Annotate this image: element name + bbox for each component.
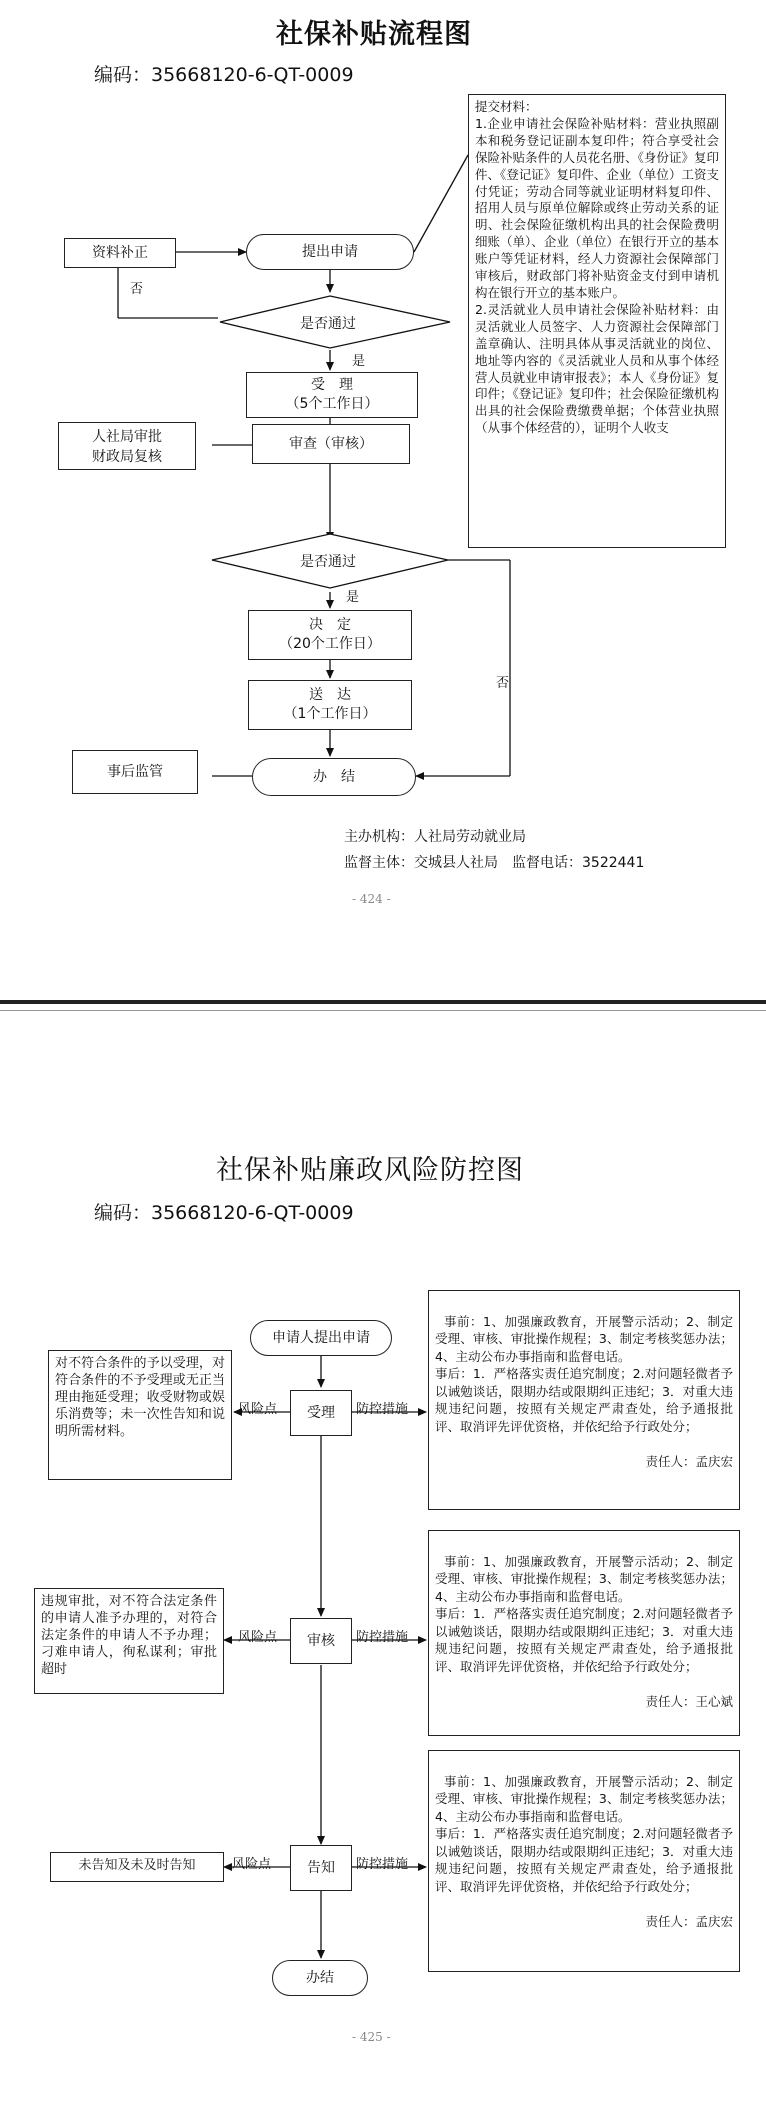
risk-review: 违规审批，对不符合法定条件的申请人准予办理的，对符合法定条件的申请人不予办理；刁难申请人，徇私谋利；审批超时 (34, 1588, 224, 1694)
node-submit: 提出申请 (246, 234, 414, 270)
label-yes-1: 是 (352, 354, 366, 369)
risk-accept: 对不符合条件的予以受理，对符合条件的不予受理或无正当理由拖延受理；收受财物或娱乐消费等；未一次性告知和说明所需材料。 (48, 1350, 232, 1480)
delivery-days: （1个工作日） (283, 706, 377, 722)
node-finish: 办 结 (252, 758, 416, 796)
control-label-notify: 防控措施 (356, 1857, 409, 1872)
node-decision (248, 610, 412, 660)
node-review: 审查（审核） (252, 424, 410, 464)
label-no-2: 否 (496, 676, 510, 691)
node-notify: 告知 (290, 1845, 352, 1891)
label-yes-2: 是 (346, 590, 360, 605)
node-apply: 申请人提出申请 (250, 1320, 392, 1356)
approval-note: 人社局审批 财政局复核 (58, 422, 196, 470)
footer-supervisor: 监督主体：交城县人社局 监督电话：3522441 (344, 855, 645, 871)
control-label-accept: 防控措施 (356, 1402, 409, 1417)
page1-code: 编码：35668120-6-QT-0009 (94, 64, 354, 86)
risk-label-accept: 风险点 (238, 1402, 278, 1417)
node-review-2: 审核 (290, 1618, 352, 1664)
risk-notify: 未告知及未及时告知 (50, 1852, 224, 1882)
page-number-425: - 425 - (352, 2030, 391, 2044)
label-no-1: 否 (130, 282, 144, 297)
decision-days: （20个工作日） (279, 636, 381, 652)
page2-code: 编码：35668120-6-QT-0009 (94, 1202, 354, 1224)
responsible-review: 责任人：王心斌 (645, 1693, 733, 1709)
page-separator-thin (0, 1010, 766, 1011)
node-check-1: 是否通过 (300, 316, 356, 332)
node-accept-2: 受理 (290, 1390, 352, 1436)
control-accept-text: 事前：1、加强廉政教育，开展警示活动；2、制定受理、审核、审批操作规程；3、制定考核奖惩办法；4、主动公布办事指南和监督电话。 事后：1．严格落实责任追究制度；2.对问题轻微者予以诫勉谈话，限期办结或限期纠正违纪；3．对重大违规违纪问题，按照有关规定严肃查处，给予通报批评、取消评先评优资格，并依纪给予行政处分； (435, 1313, 733, 1434)
risk-label-review: 风险点 (238, 1630, 278, 1645)
footer-org: 主办机构：人社局劳动就业局 (344, 829, 526, 845)
node-delivery (248, 680, 412, 730)
responsible-notify: 责任人：孟庆宏 (645, 1913, 733, 1929)
node-accept (246, 372, 418, 418)
decision-title: 决 定 (309, 617, 351, 634)
node-finish-2: 办结 (272, 1960, 368, 1996)
control-review-text: 事前：1、加强廉政教育，开展警示活动；2、制定受理、审核、审批操作规程；3、制定考核奖惩办法；4、主动公布办事指南和监督电话。 事后：1．严格落实责任追究制度；2.对问题轻微者予以诫勉谈话，限期办结或限期纠正违纪；3．对重大违规违纪问题，按照有关规定严肃查处，给予通报批评、取消评先评优资格，并依纪给予行政处分； (435, 1553, 733, 1674)
risk-label-notify: 风险点 (232, 1857, 272, 1872)
page-number-424: - 424 - (352, 892, 391, 906)
accept-days: （5个工作日） (285, 396, 379, 412)
delivery-title: 送 达 (309, 687, 351, 704)
control-accept (428, 1290, 740, 1510)
page-separator (0, 1000, 766, 1004)
control-notify-text: 事前：1、加强廉政教育，开展警示活动；2、制定受理、审核、审批操作规程；3、制定考核奖惩办法；4、主动公布办事指南和监督电话。 事后：1．严格落实责任追究制度；2.对问题轻微者予以诫勉谈话，限期办结或限期纠正违纪；3．对重大违规违纪问题，按照有关规定严肃查处，给予通报批评、取消评先评优资格，并依纪给予行政处分； (435, 1773, 733, 1894)
page2-title: 社保补贴廉政风险防控图 (216, 1155, 524, 1186)
node-correction: 资料补正 (64, 238, 176, 268)
control-label-review: 防控措施 (356, 1630, 409, 1645)
accept-title: 受 理 (311, 377, 353, 394)
materials-note: 提交材料： 1.企业申请社会保险补贴材料：营业执照副本和税务登记证副本复印件；符合享受社会保险补贴条件的人员花名册、《身份证》复印件、《登记证》复印件、企业（单位）工资支付凭证；劳动合同等就业证明材料复印件、招用人员与原单位解除或终止劳动关系的证明、社会保险征缴机构出具的社会保险费明细账（单）、企业（单位）在银行开立的基本账户等凭证材料，经人力资源社会保障部门审核后，财政部门将补贴资金支付到申请机构在银行开立的基本账户。 2.灵活就业人员申请社会保险补贴材料：由灵活就业人员签字、人力资源社会保障部门盖章确认、注明具体从事灵活就业的岗位、地址等内容的《灵活就业人员和从事个体经营人员就业申请审报表》；本人《身份证》复印件；《登记证》复印件；社会保险征缴机构出具的社会保险费缴费单据；个体营业执照（从事个体经营的），证明个人收支 (468, 94, 726, 548)
control-review (428, 1530, 740, 1736)
responsible-accept: 责任人：孟庆宏 (645, 1453, 733, 1469)
node-check-2: 是否通过 (300, 554, 356, 570)
node-supervision: 事后监管 (72, 750, 198, 794)
control-notify (428, 1750, 740, 1972)
page1-title: 社保补贴流程图 (276, 19, 472, 50)
